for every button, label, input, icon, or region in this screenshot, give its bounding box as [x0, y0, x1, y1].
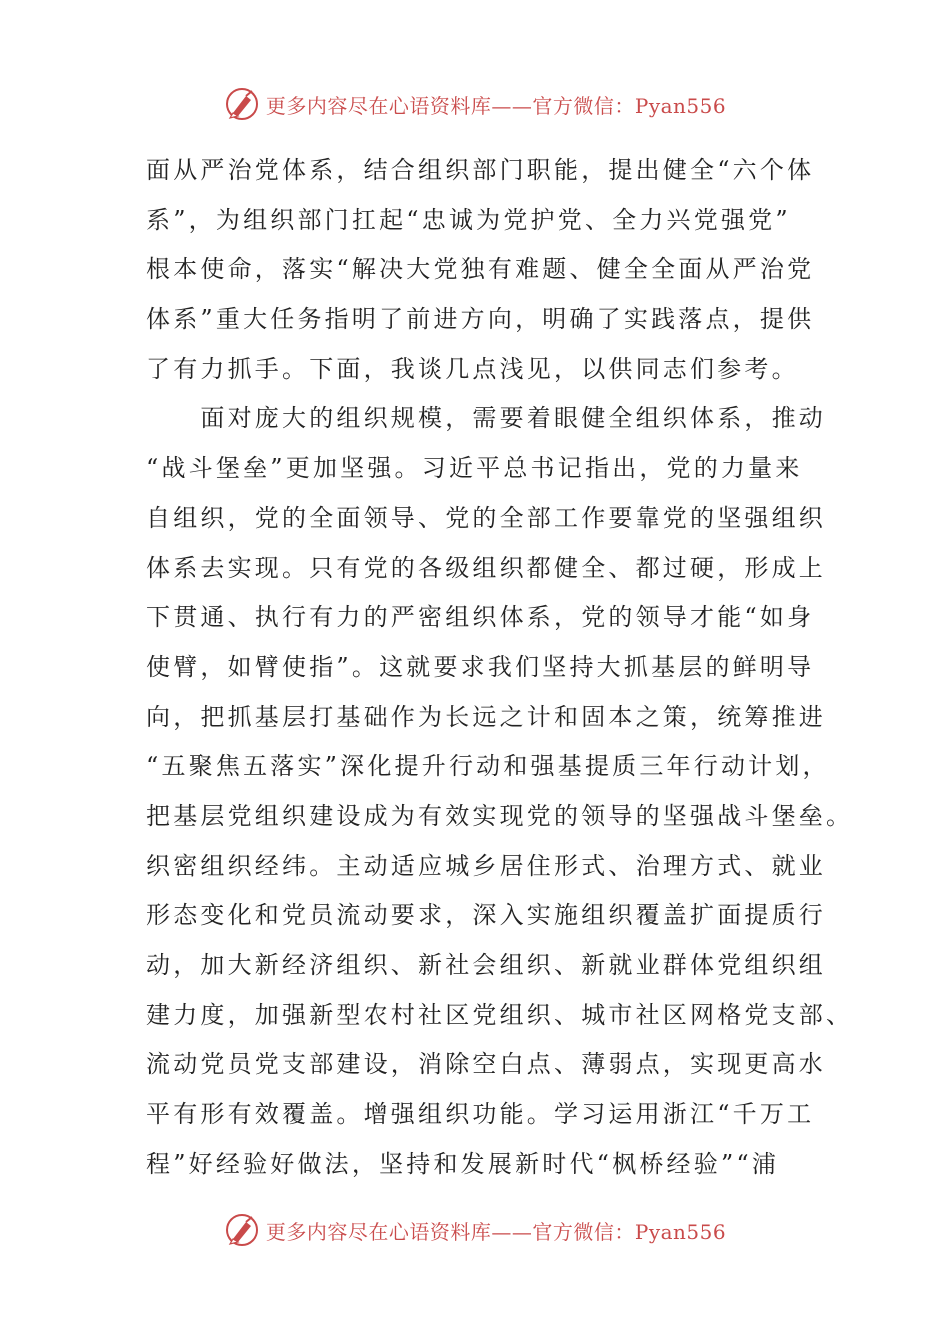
text-line: 向，把抓基层打基础作为长远之计和固本之策，统筹推进: [146, 702, 826, 731]
footer-banner: [0, 1210, 950, 1250]
text-line: 体系去实现。只有党的各级组织都健全、都过硬，形成上: [146, 553, 826, 582]
text-line: 形态变化和党员流动要求，深入实施组织覆盖扩面提质行: [146, 901, 826, 930]
text-line: 根本使命，落实“解决大党独有难题、健全全面从严治党: [146, 255, 815, 284]
text-line: 程”好经验好做法，坚持和发展新时代“枫桥经验”“浦: [146, 1149, 780, 1178]
text-line: 平有形有效覆盖。增强组织功能。学习运用浙江“千万工: [146, 1100, 815, 1129]
text-line: 系”，为组织部门扛起“忠诚为党护党、全力兴党强党”: [146, 205, 791, 234]
pen-nib-icon: [224, 86, 260, 122]
footer-banner-text: 更多内容尽在心语资料库——官方微信：Pyan556: [265, 1219, 727, 1244]
text-line: 把基层党组织建设成为有效实现党的领导的坚强战斗堡垒。: [146, 801, 854, 830]
pen-nib-icon: [224, 1212, 260, 1248]
text-line: 织密组织经纬。主动适应城乡居住形式、治理方式、就业: [146, 851, 826, 880]
text-line: 面从严治党体系，结合组织部门职能，提出健全“六个体: [146, 156, 815, 184]
header-banner-text: 更多内容尽在心语资料库——官方微信：Pyan556: [265, 93, 727, 118]
text-line: 下贯通、执行有力的严密组织体系，党的领导才能“如身: [146, 603, 815, 632]
text-line: “战斗堡垒”更加坚强。习近平总书记指出，党的力量来: [146, 454, 803, 483]
document-body: [146, 146, 854, 1189]
text-line: 体系”重大任务指明了前进方向，明确了实践落点，提供: [146, 305, 815, 334]
header-banner: [0, 84, 950, 124]
text-line: 流动党员党支部建设，消除空白点、薄弱点，实现更高水: [146, 1050, 826, 1079]
text-line: 面对庞大的组织规模，需要着眼健全组织体系，推动: [146, 404, 826, 433]
text-line: 了有力抓手。下面，我谈几点浅见，以供同志们参考。: [146, 354, 799, 383]
text-line: “五聚焦五落实”深化提升行动和强基提质三年行动计划，: [146, 752, 830, 781]
text-line: 建力度，加强新型农村社区党组织、城市社区网格党支部、: [146, 1000, 854, 1029]
text-line: 动，加大新经济组织、新社会组织、新就业群体党组织组: [146, 951, 826, 979]
text-line: 自组织，党的全面领导、党的全部工作要靠党的坚强组织: [146, 503, 826, 532]
text-line: 使臂，如臂使指”。这就要求我们坚持大抓基层的鲜明导: [146, 652, 815, 681]
